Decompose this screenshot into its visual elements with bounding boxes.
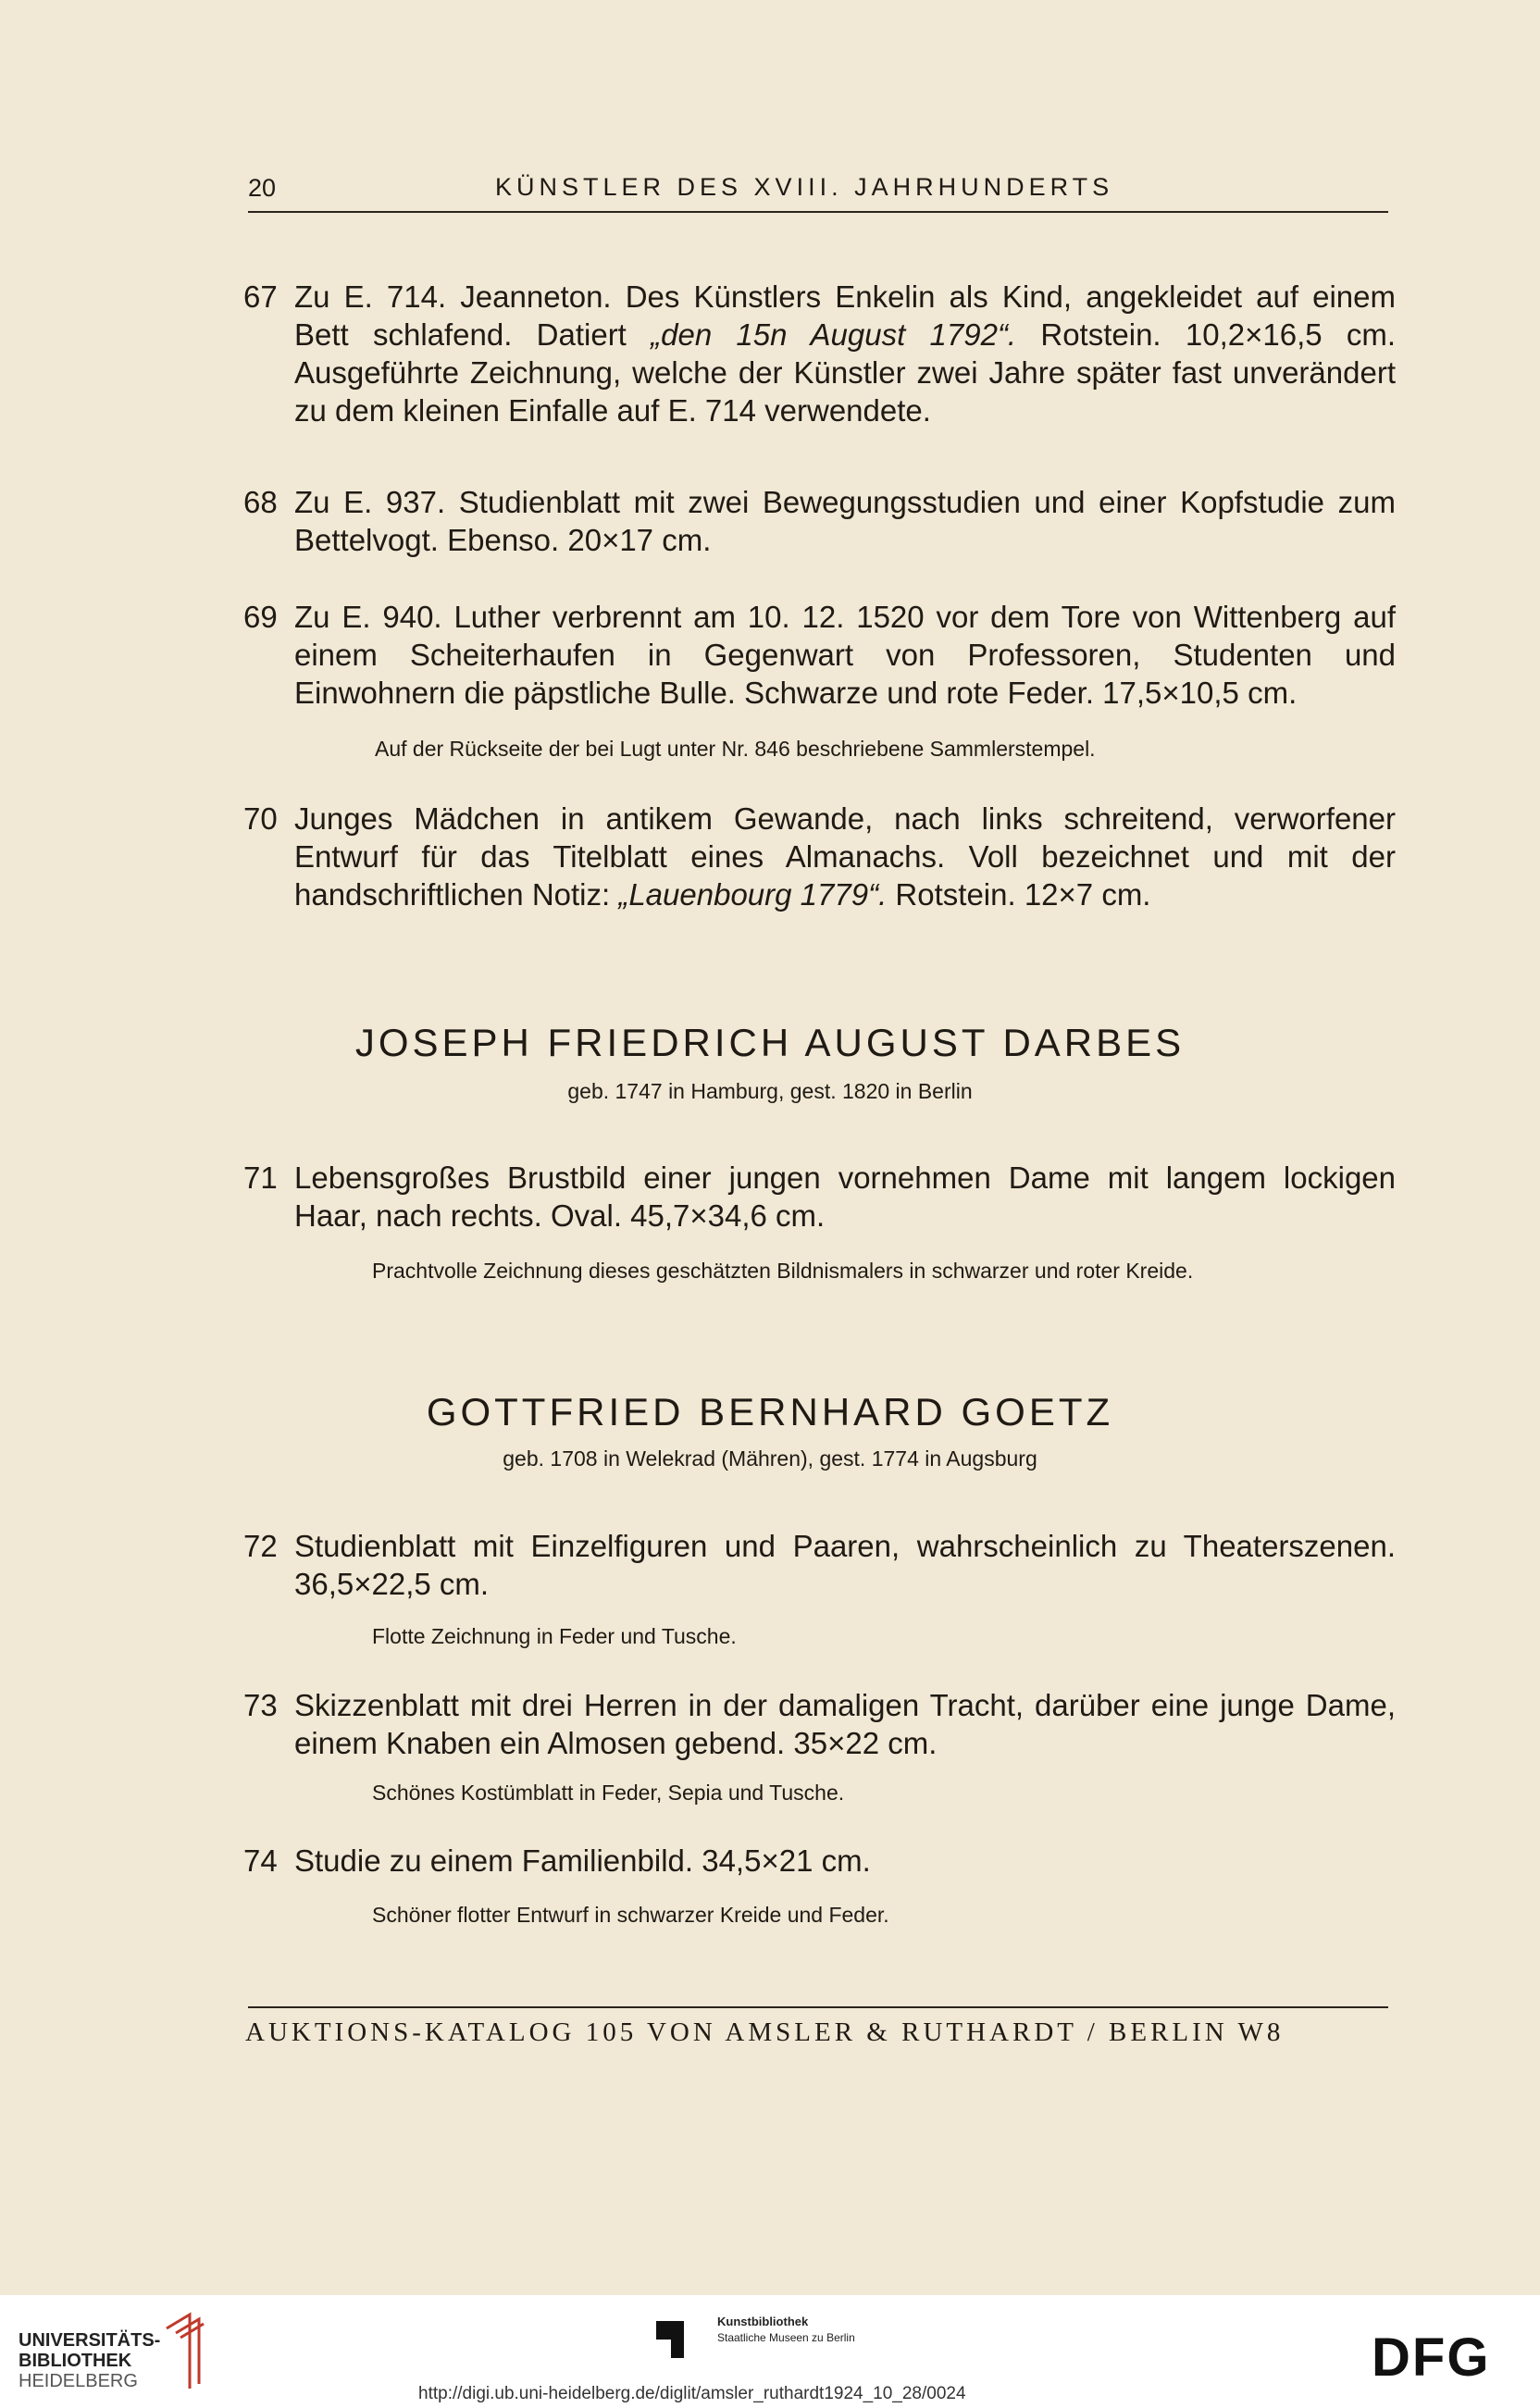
kunstbibliothek-label: Kunstbibliothek Staatliche Museen zu Berlin <box>717 2315 855 2344</box>
entry-text: Lebensgroßes Brustbild einer jungen vornehmen Dame mit langem lockigen Haar, nach rechts. Oval. 45,7×34,6 cm. <box>294 1161 1396 1233</box>
catalog-entry-69 <box>243 598 1396 712</box>
catalog-entry-67 <box>243 278 1396 429</box>
kunstbibliothek-logo-icon <box>652 2317 691 2360</box>
entry-text: Junges Mädchen in antikem Gewande, nach links schreitend, verworfener Entwurf für das Titelblatt eines Almanachs. Voll bezeichnet und mit der handschriftlichen Notiz: <box>294 801 1396 912</box>
entry-note: Prachtvolle Zeichnung dieses geschätzten Bildnismalers in schwarzer und roter Kreide. <box>372 1259 1194 1283</box>
entry-number: 68 <box>243 485 278 519</box>
catalog-entry-74 <box>243 1842 1396 1880</box>
catalog-entry-72 <box>243 1527 1396 1603</box>
entry-note: Schöner flotter Entwurf in schwarzer Kreide und Feder. <box>372 1903 889 1927</box>
entry-inscription: „Lauenbourg 1779“. <box>618 877 888 912</box>
entry-text: Studienblatt mit Einzelfiguren und Paaren, wahrscheinlich zu Theaterszenen. 36,5×22,5 cm. <box>294 1529 1396 1601</box>
entry-text: Zu E. 714. Jeanneton. Des Künstlers Enkelin als Kind, angekleidet auf einem Bett schlafend. Datiert <box>294 279 1396 352</box>
entry-number: 72 <box>243 1529 278 1563</box>
entry-text: Studie zu einem Familienbild. 34,5×21 cm. <box>294 1843 871 1878</box>
entry-text: Zu E. 940. Luther verbrennt am 10. 12. 1520 vor dem Tore von Wittenberg auf einem Scheiterhaufen in Gegenwart von Professoren, Studenten und Einwohnern die päpstliche Bulle. Schwarze und rote Feder. 17,5×10,5 cm. <box>294 600 1396 710</box>
entry-number: 67 <box>243 279 278 314</box>
entry-number: 73 <box>243 1688 278 1722</box>
entry-number: 69 <box>243 600 278 634</box>
page-number: 20 <box>248 174 277 202</box>
ub-red-mark-icon <box>162 2310 208 2393</box>
entry-text: Zu E. 937. Studienblatt mit zwei Bewegungsstudien und einer Kopfstudie zum Bettelvogt. Ebenso. 20×17 cm. <box>294 485 1396 557</box>
entry-note: Auf der Rückseite der bei Lugt unter Nr. 846 beschriebene Sammlerstempel. <box>375 737 1096 761</box>
entry-text-cont: Rotstein. 10,2×16,5 cm. Ausgeführte Zeichnung, welche der Künstler zwei Jahre später fast unverändert zu dem kleinen Einfalle auf E. 714 verwendete. <box>294 317 1397 428</box>
entry-text-cont: Rotstein. 12×7 cm. <box>887 877 1151 912</box>
catalog-entry-73 <box>243 1686 1396 1762</box>
artist-life-dates: geb. 1708 in Welekrad (Mähren), gest. 1774 in Augsburg <box>503 1446 1037 1471</box>
header-rule <box>248 211 1388 213</box>
dfg-logo[interactable]: DFG <box>1372 2327 1491 2388</box>
entry-number: 71 <box>243 1161 278 1195</box>
artist-heading: GOTTFRIED BERNHARD GOETZ <box>426 1390 1114 1434</box>
entry-note: Schönes Kostümblatt in Feder, Sepia und Tusche. <box>372 1781 845 1805</box>
artist-heading: JOSEPH FRIEDRICH AUGUST DARBES <box>354 1021 1186 1064</box>
catalog-entry-70 <box>243 800 1396 913</box>
footer-rule <box>248 2006 1388 2008</box>
entry-inscription: „den 15n August 1792“. <box>651 317 1017 352</box>
entry-number: 70 <box>243 801 278 836</box>
running-title: KÜNSTLER DES XVIII. JAHRHUNDERTS <box>495 173 1114 201</box>
catalog-entry-68 <box>243 483 1396 559</box>
entry-note: Flotte Zeichnung in Feder und Tusche. <box>372 1624 737 1648</box>
source-url[interactable]: http://digi.ub.uni-heidelberg.de/diglit/amsler_ruthardt1924_10_28/0024 <box>418 2384 966 2403</box>
entry-number: 74 <box>243 1843 278 1878</box>
artist-life-dates: geb. 1747 in Hamburg, gest. 1820 in Berlin <box>567 1079 973 1103</box>
ub-heidelberg-logo[interactable]: UNIVERSITÄTS- BIBLIOTHEK HEIDELBERG <box>19 2330 161 2391</box>
entry-text: Skizzenblatt mit drei Herren in der damaligen Tracht, darüber eine junge Dame, einem Knaben ein Almosen gebend. 35×22 cm. <box>294 1688 1396 1760</box>
catalog-entry-71 <box>243 1159 1396 1235</box>
catalog-footer: AUKTIONS-KATALOG 105 VON AMSLER & RUTHARDT / BERLIN W8 <box>245 2017 1285 2047</box>
